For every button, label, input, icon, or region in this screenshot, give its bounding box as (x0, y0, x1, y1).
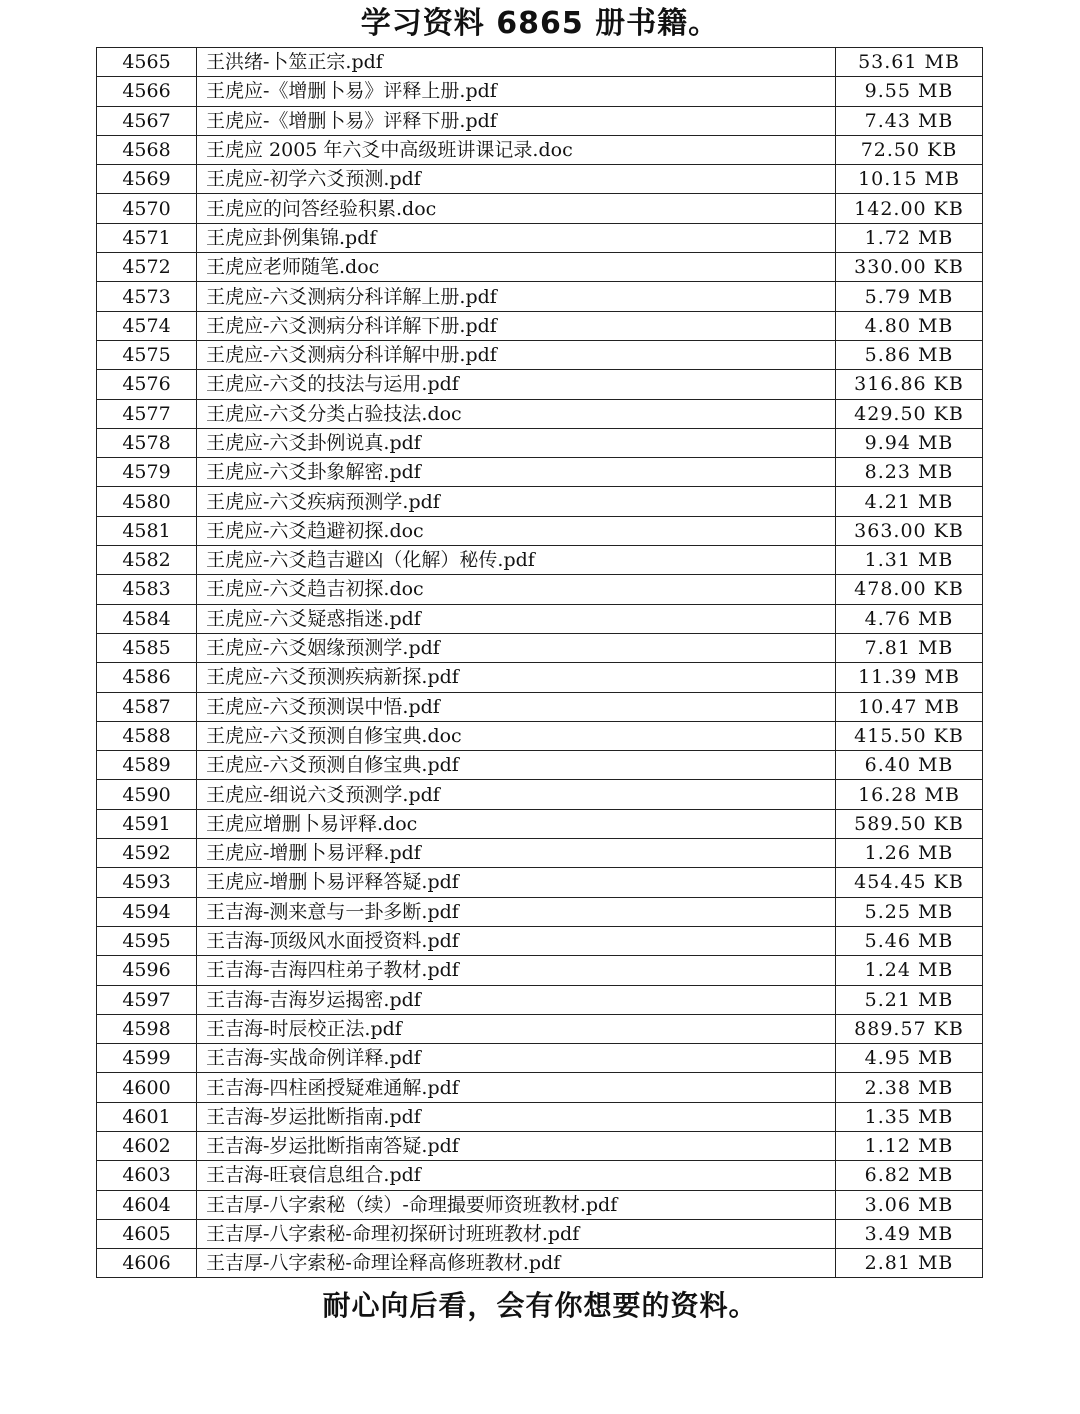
file-name: 王虎应增删卜易评释.doc (197, 809, 836, 838)
file-name: 王虎应-六爻的技法与运用.pdf (197, 370, 836, 399)
book-list-table (96, 47, 983, 1278)
table-row (97, 106, 983, 135)
row-number: 4585 (97, 633, 197, 662)
row-number: 4573 (97, 282, 197, 311)
file-size: 9.55 MB (836, 77, 983, 106)
file-size: 478.00 KB (836, 575, 983, 604)
file-name: 王虎应-六爻疑惑指迷.pdf (197, 604, 836, 633)
file-size: 3.06 MB (836, 1190, 983, 1219)
row-number: 4576 (97, 370, 197, 399)
table-row (97, 1219, 983, 1248)
table-row (97, 428, 983, 457)
table-row (97, 575, 983, 604)
file-name: 王虎应-六爻卦例说真.pdf (197, 428, 836, 457)
book-list-body (97, 48, 983, 1278)
file-size: 4.21 MB (836, 487, 983, 516)
table-row (97, 663, 983, 692)
file-name: 王虎应-六爻卦象解密.pdf (197, 458, 836, 487)
file-size: 2.81 MB (836, 1249, 983, 1278)
table-row (97, 1044, 983, 1073)
file-name: 王虎应-六爻测病分科详解上册.pdf (197, 282, 836, 311)
table-row (97, 751, 983, 780)
file-size: 4.95 MB (836, 1044, 983, 1073)
file-name: 王虎应-六爻疾病预测学.pdf (197, 487, 836, 516)
row-number: 4584 (97, 604, 197, 633)
table-row (97, 516, 983, 545)
file-name: 王吉海-吉海四柱弟子教材.pdf (197, 956, 836, 985)
row-number: 4595 (97, 926, 197, 955)
file-name: 王虎应老师随笔.doc (197, 253, 836, 282)
file-size: 415.50 KB (836, 721, 983, 750)
file-name: 王虎应-六爻预测误中悟.pdf (197, 692, 836, 721)
row-number: 4587 (97, 692, 197, 721)
table-row (97, 282, 983, 311)
table-row (97, 1014, 983, 1043)
file-size: 4.80 MB (836, 311, 983, 340)
table-row (97, 546, 983, 575)
row-number: 4589 (97, 751, 197, 780)
row-number: 4599 (97, 1044, 197, 1073)
file-name: 王虎应-《增删卜易》评释下册.pdf (197, 106, 836, 135)
row-number: 4605 (97, 1219, 197, 1248)
table-row (97, 1131, 983, 1160)
table-row (97, 194, 983, 223)
file-name: 王虎应-六爻趋吉避凶（化解）秘传.pdf (197, 546, 836, 575)
file-name: 王虎应-《增删卜易》评释上册.pdf (197, 77, 836, 106)
file-name: 王吉厚-八字索秘-命理初探研讨班班教材.pdf (197, 1219, 836, 1248)
file-size: 53.61 MB (836, 48, 983, 77)
file-size: 6.40 MB (836, 751, 983, 780)
table-row (97, 223, 983, 252)
table-row (97, 1190, 983, 1219)
file-size: 1.12 MB (836, 1131, 983, 1160)
row-number: 4600 (97, 1073, 197, 1102)
table-row (97, 780, 983, 809)
row-number: 4596 (97, 956, 197, 985)
file-size: 3.49 MB (836, 1219, 983, 1248)
file-size: 589.50 KB (836, 809, 983, 838)
file-name: 王虎应-增删卜易评释.pdf (197, 839, 836, 868)
table-row (97, 253, 983, 282)
file-name: 王虎应-六爻预测疾病新探.pdf (197, 663, 836, 692)
row-number: 4580 (97, 487, 197, 516)
file-name: 王虎应-六爻测病分科详解下册.pdf (197, 311, 836, 340)
file-name: 王虎应-六爻姻缘预测学.pdf (197, 633, 836, 662)
row-number: 4601 (97, 1102, 197, 1131)
file-size: 7.43 MB (836, 106, 983, 135)
row-number: 4594 (97, 897, 197, 926)
file-name: 王吉海-测来意与一卦多断.pdf (197, 897, 836, 926)
file-size: 429.50 KB (836, 399, 983, 428)
row-number: 4604 (97, 1190, 197, 1219)
file-name: 王虎应-六爻趋吉初探.doc (197, 575, 836, 604)
table-row (97, 721, 983, 750)
file-size: 454.45 KB (836, 868, 983, 897)
row-number: 4569 (97, 165, 197, 194)
file-name: 王洪绪-卜筮正宗.pdf (197, 48, 836, 77)
footer-note: 耐心向后看，会有你想要的资料。 (322, 1289, 758, 1322)
file-name: 王吉厚-八字索秘-命理诠释高修班教材.pdf (197, 1249, 836, 1278)
row-number: 4579 (97, 458, 197, 487)
row-number: 4591 (97, 809, 197, 838)
row-number: 4590 (97, 780, 197, 809)
file-name: 王虎应-六爻预测自修宝典.doc (197, 721, 836, 750)
table-row (97, 692, 983, 721)
table-row (97, 77, 983, 106)
table-row (97, 956, 983, 985)
file-size: 889.57 KB (836, 1014, 983, 1043)
file-name: 王虎应-初学六爻预测.pdf (197, 165, 836, 194)
file-size: 4.76 MB (836, 604, 983, 633)
file-name: 王吉海-旺衰信息组合.pdf (197, 1161, 836, 1190)
row-number: 4603 (97, 1161, 197, 1190)
file-name: 王虎应 2005 年六爻中高级班讲课记录.doc (197, 135, 836, 164)
file-name: 王虎应的问答经验积累.doc (197, 194, 836, 223)
file-name: 王吉海-时辰校正法.pdf (197, 1014, 836, 1043)
row-number: 4582 (97, 546, 197, 575)
file-size: 10.15 MB (836, 165, 983, 194)
file-name: 王虎应卦例集锦.pdf (197, 223, 836, 252)
table-row (97, 868, 983, 897)
file-size: 142.00 KB (836, 194, 983, 223)
table-row (97, 135, 983, 164)
file-name: 王虎应-六爻测病分科详解中册.pdf (197, 340, 836, 369)
file-name: 王吉海-四柱函授疑难通解.pdf (197, 1073, 836, 1102)
table-row (97, 1249, 983, 1278)
file-size: 2.38 MB (836, 1073, 983, 1102)
row-number: 4565 (97, 48, 197, 77)
table-row (97, 370, 983, 399)
table-row (97, 48, 983, 77)
file-name: 王吉厚-八字索秘（续）-命理撮要师资班教材.pdf (197, 1190, 836, 1219)
file-size: 363.00 KB (836, 516, 983, 545)
file-size: 1.72 MB (836, 223, 983, 252)
table-row (97, 809, 983, 838)
row-number: 4586 (97, 663, 197, 692)
file-name: 王吉海-吉海岁运揭密.pdf (197, 985, 836, 1014)
row-number: 4581 (97, 516, 197, 545)
table-row (97, 458, 983, 487)
file-size: 1.26 MB (836, 839, 983, 868)
row-number: 4567 (97, 106, 197, 135)
row-number: 4568 (97, 135, 197, 164)
row-number: 4570 (97, 194, 197, 223)
row-number: 4572 (97, 253, 197, 282)
file-size: 5.21 MB (836, 985, 983, 1014)
row-number: 4578 (97, 428, 197, 457)
row-number: 4602 (97, 1131, 197, 1160)
file-size: 11.39 MB (836, 663, 983, 692)
file-size: 8.23 MB (836, 458, 983, 487)
row-number: 4566 (97, 77, 197, 106)
table-row (97, 487, 983, 516)
file-size: 5.46 MB (836, 926, 983, 955)
file-name: 王虎应-六爻分类占验技法.doc (197, 399, 836, 428)
file-name: 王虎应-增删卜易评释答疑.pdf (197, 868, 836, 897)
file-size: 1.31 MB (836, 546, 983, 575)
file-size: 16.28 MB (836, 780, 983, 809)
file-size: 5.79 MB (836, 282, 983, 311)
file-size: 72.50 KB (836, 135, 983, 164)
file-size: 5.86 MB (836, 340, 983, 369)
file-name: 王吉海-顶级风水面授资料.pdf (197, 926, 836, 955)
file-size: 1.24 MB (836, 956, 983, 985)
table-row (97, 926, 983, 955)
file-name: 王吉海-实战命例详释.pdf (197, 1044, 836, 1073)
file-name: 王吉海-岁运批断指南.pdf (197, 1102, 836, 1131)
file-size: 316.86 KB (836, 370, 983, 399)
file-name: 王虎应-六爻预测自修宝典.pdf (197, 751, 836, 780)
file-size: 9.94 MB (836, 428, 983, 457)
row-number: 4583 (97, 575, 197, 604)
table-row (97, 839, 983, 868)
file-size: 330.00 KB (836, 253, 983, 282)
file-name: 王虎应-细说六爻预测学.pdf (197, 780, 836, 809)
row-number: 4597 (97, 985, 197, 1014)
file-size: 1.35 MB (836, 1102, 983, 1131)
row-number: 4577 (97, 399, 197, 428)
table-row (97, 1102, 983, 1131)
table-row (97, 340, 983, 369)
row-number: 4588 (97, 721, 197, 750)
table-row (97, 1073, 983, 1102)
file-size: 10.47 MB (836, 692, 983, 721)
table-row (97, 604, 983, 633)
table-row (97, 165, 983, 194)
table-row (97, 399, 983, 428)
row-number: 4571 (97, 223, 197, 252)
table-row (97, 897, 983, 926)
table-row (97, 985, 983, 1014)
page-title: 学习资料 6865 册书籍。 (360, 6, 720, 41)
table-row (97, 633, 983, 662)
row-number: 4606 (97, 1249, 197, 1278)
row-number: 4593 (97, 868, 197, 897)
file-name: 王虎应-六爻趋避初探.doc (197, 516, 836, 545)
table-row (97, 1161, 983, 1190)
file-size: 7.81 MB (836, 633, 983, 662)
row-number: 4575 (97, 340, 197, 369)
row-number: 4592 (97, 839, 197, 868)
row-number: 4598 (97, 1014, 197, 1043)
file-size: 5.25 MB (836, 897, 983, 926)
file-name: 王吉海-岁运批断指南答疑.pdf (197, 1131, 836, 1160)
table-row (97, 311, 983, 340)
file-size: 6.82 MB (836, 1161, 983, 1190)
row-number: 4574 (97, 311, 197, 340)
